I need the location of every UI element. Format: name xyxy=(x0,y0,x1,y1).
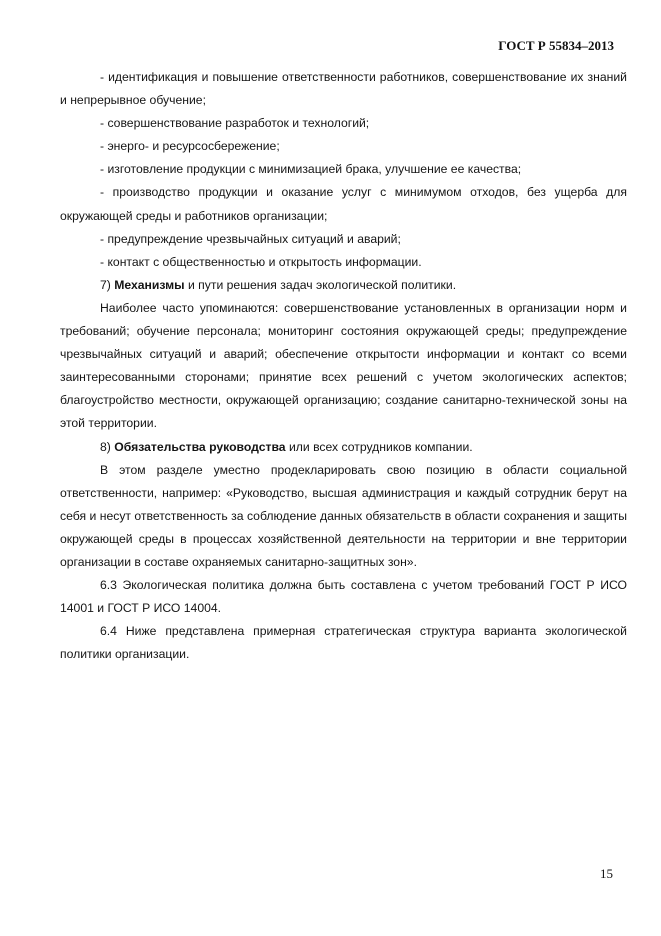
paragraph: Наиболее часто упоминаются: совершенствование установленных в организации норм и требований; обучение персонала; мониторинг состояния окружающей среды; предупреждение чрезвычайных ситуаций и аварий; обеспечение открытости информации и контакт со всеми заинтересованными сторонами; принятие всех решений с учетом экологических аспектов; благоустройство местности, окружающей организацию; создание санитарно-технической зоны на этой территории. xyxy=(60,300,627,431)
section-heading-mechanisms xyxy=(60,274,627,297)
paragraph: 6.3 Экологическая политика должна быть составлена с учетом требований ГОСТ Р ИСО 14001 и ГОСТ Р ИСО 14004. xyxy=(60,578,627,616)
document-body xyxy=(60,66,627,666)
list-item: - совершенствование разработок и технологий; xyxy=(100,116,370,131)
document-code-header: ГОСТ Р 55834–2013 xyxy=(498,38,614,53)
section-number: 7) xyxy=(100,277,111,292)
paragraph: В этом разделе уместно продекларировать свою позицию в области социальной ответственности, например: «Руководство, высшая администрация и каждый сотрудник берут на себя и несут ответственность за соблюдение данных обязательств в области сохранения и защиты окружающей среды в процессах хозяйственной деятельности на территории и вне территории организации в составе охраняемых санитарно-защитных зон». xyxy=(60,462,627,569)
page-number: 15 xyxy=(600,866,613,881)
section-title-rest: и пути решения задач экологической политики. xyxy=(184,277,457,292)
section-title-bold: Механизмы xyxy=(114,277,185,292)
list-item: - идентификация и повышение ответственности работников, совершенствование их знаний и непрерывное обучение; xyxy=(60,70,627,108)
list-item: - предупреждение чрезвычайных ситуаций и аварий; xyxy=(100,231,401,246)
list-item: - изготовление продукции с минимизацией брака, улучшение ее качества; xyxy=(100,162,522,177)
paragraph: 6.4 Ниже представлена примерная стратегическая структура варианта экологической политики организации. xyxy=(60,624,627,662)
list-item: - контакт с общественностью и открытость информации. xyxy=(100,254,422,269)
section-heading-obligations xyxy=(60,436,627,459)
section-title-rest: или всех сотрудников компании. xyxy=(285,439,473,454)
list-item: - производство продукции и оказание услуг с минимумом отходов, без ущерба для окружающей среды и работников организации; xyxy=(60,185,627,223)
section-title-bold: Обязательства руководства xyxy=(114,439,286,454)
list-item: - энерго- и ресурсосбережение; xyxy=(100,139,280,154)
section-number: 8) xyxy=(100,439,111,454)
